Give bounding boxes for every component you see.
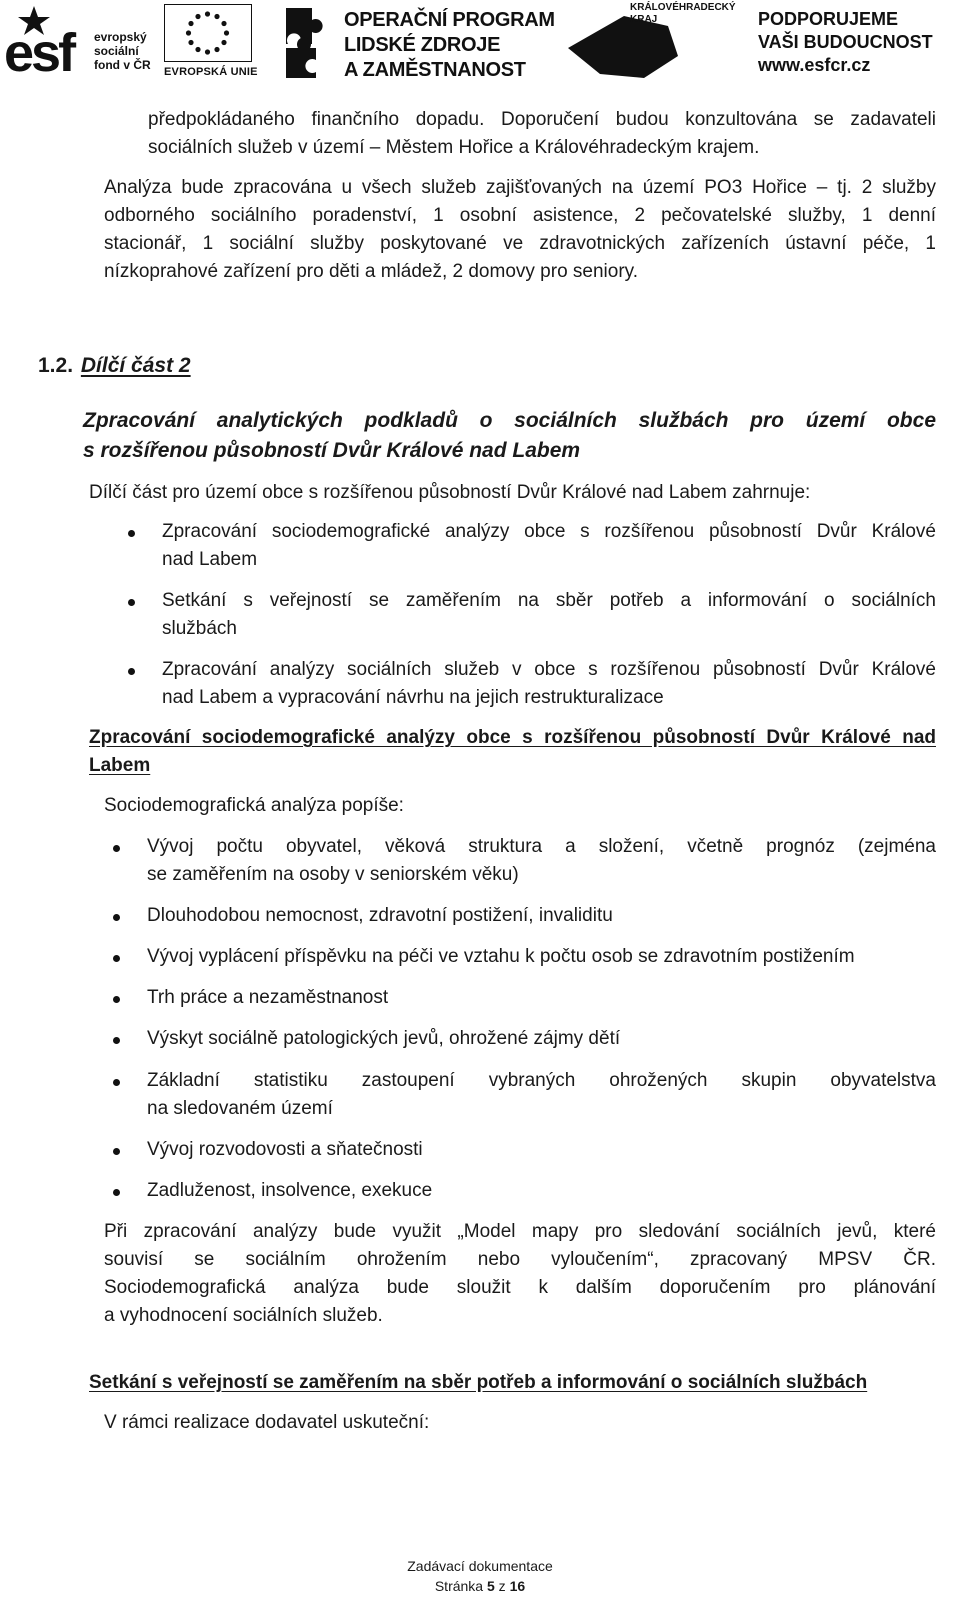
text-line: službách [162, 618, 237, 639]
esf-caption-line: evropský [94, 30, 147, 44]
bullet-icon [113, 845, 120, 852]
text-line: Analýza bude zpracována u všech služeb zajišťovaných na území PO3 Hořice – tj. 2 služby [104, 177, 936, 198]
text-line: stacionář, 1 sociální služby poskytované ve zdravotnických zařízeních ústavní péče, 1 [104, 233, 936, 254]
op-puzzle-icon [282, 4, 334, 80]
bullet-icon [113, 914, 120, 921]
socio-analysis-heading [89, 724, 936, 780]
region-caption-line: KRAJ [630, 14, 658, 25]
public-meeting-heading: Setkání s veřejností se zaměřením na sběr potřeb a informování o sociálních službách [89, 1372, 868, 1393]
text-line: na sledovaném území [147, 1098, 333, 1119]
text-line: Výskyt sociálně patologických jevů, ohrožené zájmy dětí [147, 1028, 621, 1049]
text-line: Základní statistiku zastoupení vybraných ohrožených skupin obyvatelstva [147, 1070, 936, 1091]
intro-paragraph [148, 106, 936, 162]
bullet-icon [113, 1037, 120, 1044]
text-line: a vyhodnocení sociálních služeb. [104, 1305, 383, 1326]
bullet-icon [113, 996, 120, 1003]
esf-logo-text: esf [4, 23, 74, 83]
text-line: Sociodemografická analýza bude sloužit k dalším doporučením pro plánování [104, 1277, 936, 1298]
model-paragraph [104, 1218, 936, 1330]
text-line: nad Labem a vypracování návrhu na jejich restrukturalizace [162, 687, 664, 708]
region-caption-line: KRÁLOVÉHRADECKÝ [630, 2, 736, 13]
text-line: Trh práce a nezaměstnanost [147, 987, 389, 1008]
list-item-text [162, 656, 936, 712]
op-title-line: A ZAMĚSTNANOST [344, 59, 526, 81]
list-item-text [147, 984, 936, 1012]
text-line: Zpracování sociodemografické analýzy obce s rozšířenou působností Dvůr Králové [162, 521, 936, 542]
bullet-icon [128, 668, 135, 675]
eu-flag [164, 4, 252, 62]
list-item-text [162, 587, 936, 643]
text-line: Dlouhodobou nemocnost, zdravotní postižení, invaliditu [147, 905, 613, 926]
analysis-paragraph [104, 174, 936, 286]
text-line: Zpracování sociodemografické analýzy obce s rozšířenou působností Dvůr Králové nad [89, 727, 936, 748]
esf-caption-line: sociální [94, 44, 139, 58]
text-line: Zadluženost, insolvence, exekuce [147, 1180, 433, 1201]
text-line: Zpracování analýzy sociálních služeb v obce s rozšířenou působností Dvůr Králové [162, 659, 936, 680]
section-title: Dílčí část 2 [80, 354, 191, 377]
text-line: Vývoj vyplácení příspěvku na péči ve vztahu k počtu osob se zdravotním postižením [147, 946, 855, 967]
text-line: předpokládaného finančního dopadu. Doporučení budou konzultována se zadavateli [148, 109, 936, 130]
bullet-icon [113, 1079, 120, 1086]
text-line: s rozšířenou působností Dvůr Králové nad Labem [83, 439, 581, 462]
section-heading [38, 352, 191, 380]
page-separator: z [498, 1578, 506, 1594]
current-page: 5 [486, 1578, 495, 1594]
text-line: Vývoj počtu obyvatel, věková struktura a složení, včetně prognóz (zejména [147, 836, 936, 857]
page-label: Stránka [434, 1578, 484, 1594]
logo-bar [0, 0, 960, 86]
meeting-intro: V rámci realizace dodavatel uskuteční: [104, 1412, 430, 1433]
text-line: Zpracování analytických podkladů o sociálních službách pro území obce [83, 409, 936, 432]
text-line: nad Labem [162, 549, 258, 570]
scope-intro: Dílčí část pro území obce s rozšířenou působností Dvůr Králové nad Labem zahrnuje: [89, 482, 811, 503]
eu-caption: EVROPSKÁ UNIE [164, 66, 258, 78]
eu-stars-icon [165, 5, 250, 60]
list-item-text [147, 943, 936, 971]
region-caption [630, 2, 736, 26]
page-number [0, 1576, 960, 1596]
text-line: se zaměřením na osoby v seniorském věku) [147, 864, 519, 885]
section-number: 1.2. [38, 354, 74, 377]
esf-caption-line: fond v ČR [94, 58, 151, 72]
socio-intro: Sociodemografická analýza popíše: [104, 795, 404, 816]
bullet-icon [128, 530, 135, 537]
list-item-text [147, 1025, 936, 1053]
bullet-icon [113, 1148, 120, 1155]
list-item-text [147, 833, 936, 889]
total-pages: 16 [509, 1578, 526, 1594]
text-line: odborného sociálního poradenství, 1 osobní asistence, 2 pečovatelské služby, 1 denní [104, 205, 936, 226]
list-item-text [147, 1177, 936, 1205]
text-line: nízkoprahové zařízení pro děti a mládež, 2 domovy pro seniory. [104, 261, 639, 282]
text-line: Setkání s veřejností se zaměřením na sběr potřeb a informování o sociálních [162, 590, 936, 611]
text-line: souvisí se sociálním ohrožením nebo vyloučením“, zpracovaný MPSV ČR. [104, 1249, 936, 1270]
slogan-url: www.esfcr.cz [758, 55, 871, 75]
text-line: Labem [89, 755, 151, 776]
op-title [344, 8, 555, 83]
list-item-text [147, 902, 936, 930]
text-line: sociálních služeb v území – Městem Hořice a Královéhradeckým krajem. [148, 137, 760, 158]
section-subtitle [83, 406, 936, 466]
text-line: Vývoj rozvodovosti a sňatečnosti [147, 1139, 423, 1160]
bullet-icon [113, 1189, 120, 1196]
bullet-icon [113, 955, 120, 962]
esf-logo [4, 4, 92, 83]
list-item-text [147, 1067, 936, 1123]
esf-caption [94, 30, 151, 72]
page-footer [0, 1556, 960, 1596]
text-line: Při zpracování analýzy bude využit „Model mapy pro sledování sociálních jevů, které [104, 1221, 936, 1242]
list-item-text [147, 1136, 936, 1164]
op-title-line: OPERAČNÍ PROGRAM [344, 9, 555, 31]
slogan-line: VAŠI BUDOUCNOST [758, 32, 933, 52]
footer-doc-title: Zadávací dokumentace [407, 1558, 553, 1574]
bullet-icon [128, 599, 135, 606]
slogan [758, 8, 933, 77]
slogan-line: PODPORUJEME [758, 9, 899, 29]
op-title-line: LIDSKÉ ZDROJE [344, 34, 501, 56]
list-item-text [162, 518, 936, 574]
